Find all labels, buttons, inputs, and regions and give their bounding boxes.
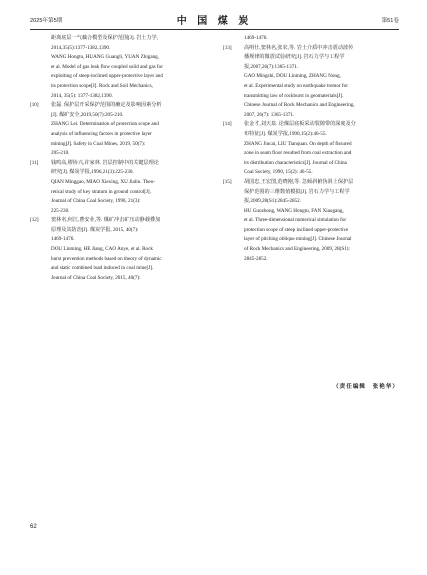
reference-entry bbox=[223, 44, 401, 121]
reference-line: Coal Society, 1990, 15(2): 46-55. bbox=[244, 169, 313, 176]
reference-line: 225-230. bbox=[51, 207, 70, 214]
reference-line: ZHANG Lei. Determination of protection scope and bbox=[51, 121, 159, 128]
reference-line: 保护范围的三维数值模拟[J]. 岩石力学与工程学 bbox=[244, 188, 350, 195]
reference-line: 1469-1476. bbox=[51, 236, 75, 243]
reference-line: Chinese Journal of Rock Mechanics and Engineering, bbox=[244, 102, 355, 109]
reference-line: DOU Linming, HE Jiang, CAO Anye, et al. Rock bbox=[51, 246, 153, 253]
reference-line: 胡国忠,王宏图,范晓刚,等. 急倾斜俯伪斜上保护层 bbox=[244, 178, 354, 185]
reference-number: [13] bbox=[223, 44, 232, 51]
reference-line: retical study of key stratum in ground control[J]. bbox=[51, 188, 151, 195]
reference-number: [11] bbox=[30, 159, 39, 166]
reference-line: exploiting of steep-inclined upper-protective layer and bbox=[51, 73, 163, 80]
reference-line: of Rock Mechanics and Engineering, 2009, 28(S1): bbox=[244, 246, 350, 253]
left-reference-column bbox=[30, 34, 208, 283]
reference-line: its protection scope[J]. Rock and Soil Mechanics, bbox=[51, 82, 153, 89]
reference-line: burst prevention methods based on theory of dynamic bbox=[51, 255, 162, 262]
page-number: 62 bbox=[30, 524, 37, 530]
reference-line: [J]. 煤矿安全,2019,50(7):205-210. bbox=[51, 111, 124, 118]
right-reference-column bbox=[223, 34, 401, 264]
reference-line: HU Guozhong, WANG Hongtu, FAN Xiaogang, bbox=[244, 207, 344, 214]
reference-line: et al. Experimental study on earthquake tremor for bbox=[244, 82, 348, 89]
reference-line: QIAN Minggao, MIAO Xiexing, XU Jialin. Theo- bbox=[51, 178, 155, 185]
reference-line: 2007, 26(7): 1365-1371. bbox=[244, 111, 295, 118]
reference-line: 距离底层一气藕合模型及保护范围[J]. 岩土力学, bbox=[51, 35, 158, 41]
reference-line: 2845-2852. bbox=[244, 255, 268, 262]
reference-line: 报,2009,28(S1):2845-2852. bbox=[244, 198, 301, 205]
reference-line: 布特征[J]. 煤炭学报,1990,15(2):46-55. bbox=[244, 130, 327, 137]
reference-entry bbox=[30, 216, 208, 283]
reference-line: WANG Hongtu, HUANG Guangli, YUAN Zhigang, bbox=[51, 54, 160, 61]
reference-line: ZHANG Jincai, LIU Tianquan. On depth of fissured bbox=[244, 140, 352, 147]
reference-line: 张磊. 保护层开采保护范围的确定及影响因素分析 bbox=[51, 102, 162, 109]
reference-line: layer of pitching oblique mining[J]. Chinese Journal bbox=[244, 236, 352, 243]
reference-line: its distribution characteristics[J]. Journal of China bbox=[244, 159, 347, 166]
reference-line: protection scope of steep inclined upper-protective bbox=[244, 226, 349, 233]
reference-line: 张金才,刘天泉. 论煤层底板采动裂隙带的深度及分 bbox=[244, 121, 356, 128]
reference-line: zone in seam floor resulted from coal extraction and bbox=[244, 150, 352, 157]
reference-line: 高明仕,窦林名,张农,等. 岩土介质中冲击震动波传 bbox=[244, 44, 354, 51]
reference-line: 205-210. bbox=[51, 150, 70, 157]
reference-line: 报,2007,26(7):1365-1371. bbox=[244, 63, 299, 70]
reference-line: 原理及其防治[J]. 煤炭学报, 2015, 40(7): bbox=[51, 226, 139, 233]
reference-line: analysis of influencing factors in protective layer bbox=[51, 130, 152, 137]
reference-line: Journal of China Coal Society, 1996, 21(3): bbox=[51, 198, 141, 205]
reference-entry bbox=[30, 159, 208, 217]
issue-label: 2025年第5期 bbox=[30, 18, 63, 24]
reference-line: transmitting law of rockburst in geomaterials[J]. bbox=[244, 92, 344, 99]
reference-line: and static combined load induced in coal mine[J]. bbox=[51, 265, 154, 272]
reference-line: 2014,35(5):1377-1382,1390. bbox=[51, 44, 111, 51]
reference-entry bbox=[30, 101, 208, 159]
reference-line: mining[J]. Safety in Coal Mines, 2019, 50(7): bbox=[51, 140, 146, 147]
header-rule bbox=[30, 29, 399, 30]
reference-line: 窦林名,何江,曹安业,等. 煤矿冲击矿压动静载叠加 bbox=[51, 217, 161, 224]
reference-line: et al. Model of gas leak flow coupled solid and gas for bbox=[51, 63, 163, 70]
reference-line: GAO Mingshi, DOU Linming, ZHANG Nong, bbox=[244, 73, 341, 80]
reference-line: 1469-1476. bbox=[244, 35, 268, 41]
page-header bbox=[30, 12, 399, 28]
reference-number: [10] bbox=[30, 102, 39, 109]
responsible-editor: （责任编辑 张艳华） bbox=[333, 384, 399, 390]
reference-number: [15] bbox=[223, 178, 232, 185]
reference-entry bbox=[223, 34, 401, 44]
reference-entry bbox=[30, 34, 208, 101]
reference-line: Journal of China Coal Society, 2015, 40(7): bbox=[51, 274, 141, 281]
reference-line: 研究[J]. 煤炭学报,1996,21(3):225-230. bbox=[51, 169, 134, 176]
reference-entry bbox=[223, 120, 401, 178]
volume-label: 第51卷 bbox=[381, 18, 399, 24]
reference-line: 钱鸣高,缪协兴,许家林. 岩层控制中的关键层理论 bbox=[51, 159, 159, 166]
journal-title: 中 国 煤 炭 bbox=[176, 16, 253, 27]
reference-number: [12] bbox=[30, 217, 39, 224]
reference-line: 播规律的微震试验研究[J]. 岩石力学与工程学 bbox=[244, 54, 345, 61]
reference-line: 2014, 35(5): 1377-1382,1390. bbox=[51, 92, 113, 99]
reference-entry bbox=[223, 178, 401, 264]
reference-number: [14] bbox=[223, 121, 232, 128]
reference-line: et al. Three-dimensional numerical simulation for bbox=[244, 217, 347, 224]
